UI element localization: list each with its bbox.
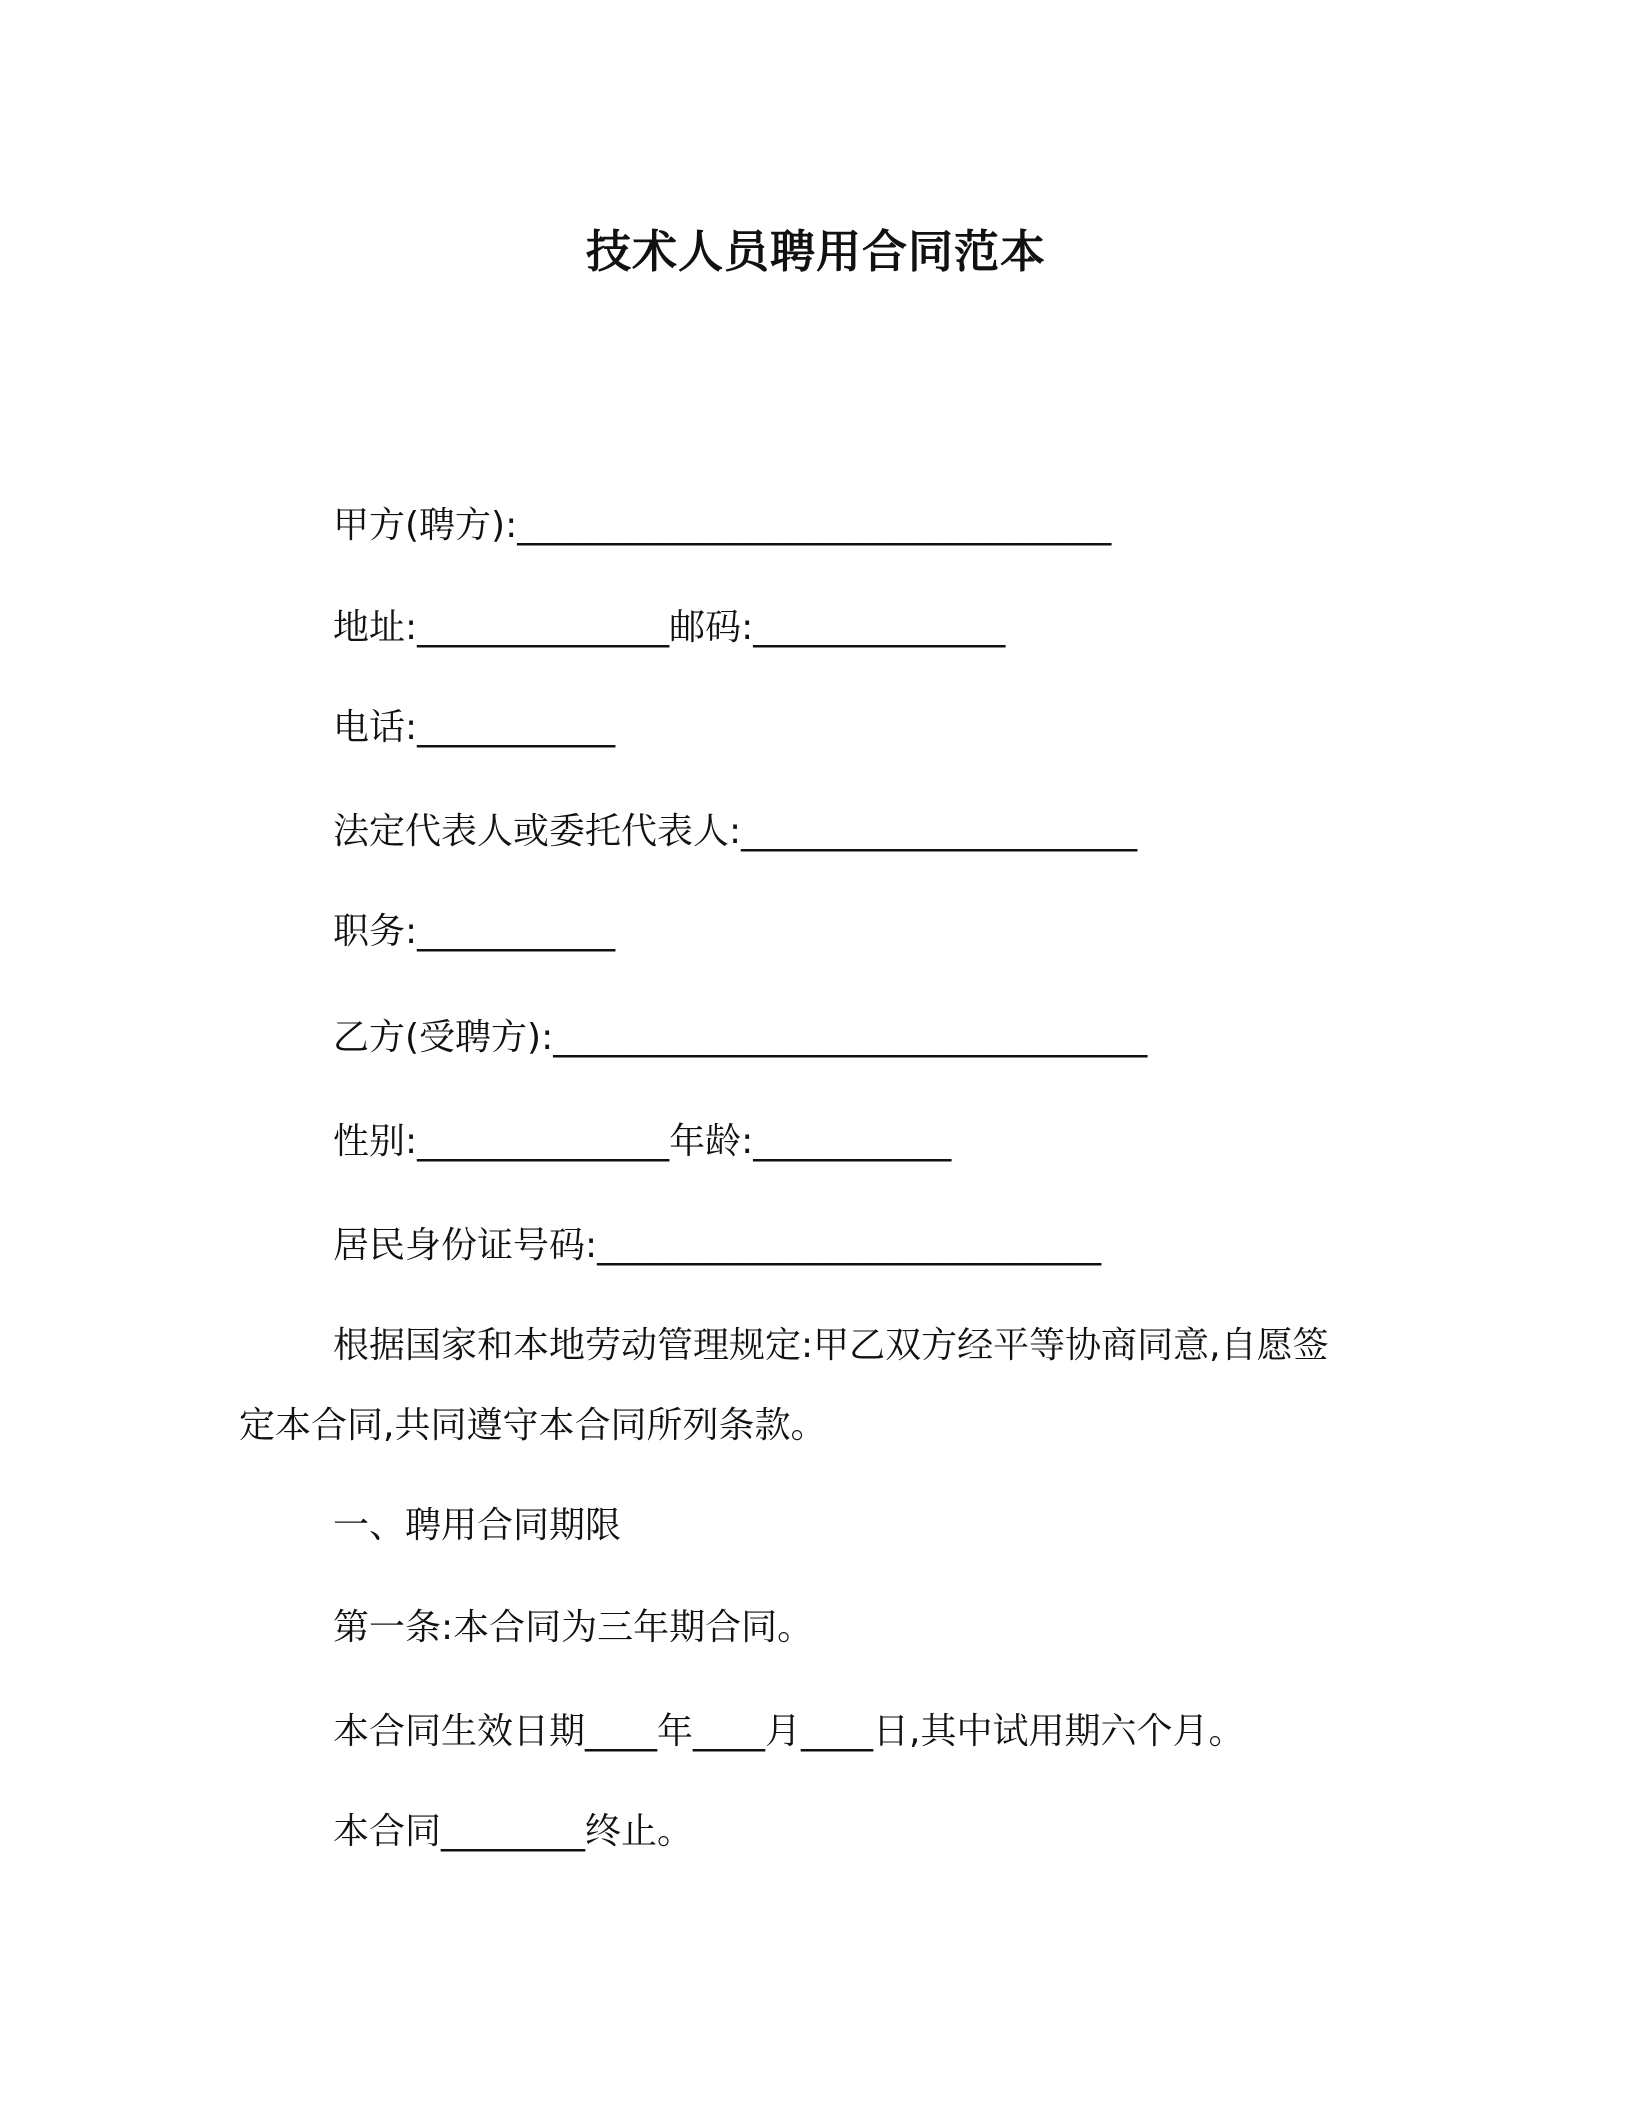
termination-line: 本合同________终止。 <box>333 1811 694 1852</box>
preamble-paragraph-line-2: 定本合同,共同遵守本合同所列条款。 <box>239 1405 827 1446</box>
address-postcode-line: 地址:______________邮码:______________ <box>333 607 1006 648</box>
preamble-paragraph-line-1: 根据国家和本地劳动管理规定:甲乙双方经平等协商同意,自愿签 <box>333 1325 1329 1366</box>
article-one-line: 第一条:本合同为三年期合同。 <box>333 1607 814 1648</box>
party-b-line: 乙方(受聘方):_________________________________ <box>333 1017 1148 1058</box>
section-heading-contract-term: 一、聘用合同期限 <box>333 1505 622 1546</box>
legal-representative-line: 法定代表人或委托代表人:______________________ <box>333 811 1138 852</box>
gender-age-line: 性别:______________年龄:___________ <box>333 1121 952 1162</box>
id-number-line: 居民身份证号码:____________________________ <box>333 1225 1102 1266</box>
position-line: 职务:___________ <box>333 911 616 952</box>
party-a-line: 甲方(聘方):_________________________________ <box>333 505 1112 546</box>
document-title: 技术人员聘用合同范本 <box>585 225 1046 278</box>
phone-line: 电话:___________ <box>333 707 616 748</box>
effective-date-line: 本合同生效日期____年____月____日,其中试用期六个月。 <box>333 1711 1245 1752</box>
